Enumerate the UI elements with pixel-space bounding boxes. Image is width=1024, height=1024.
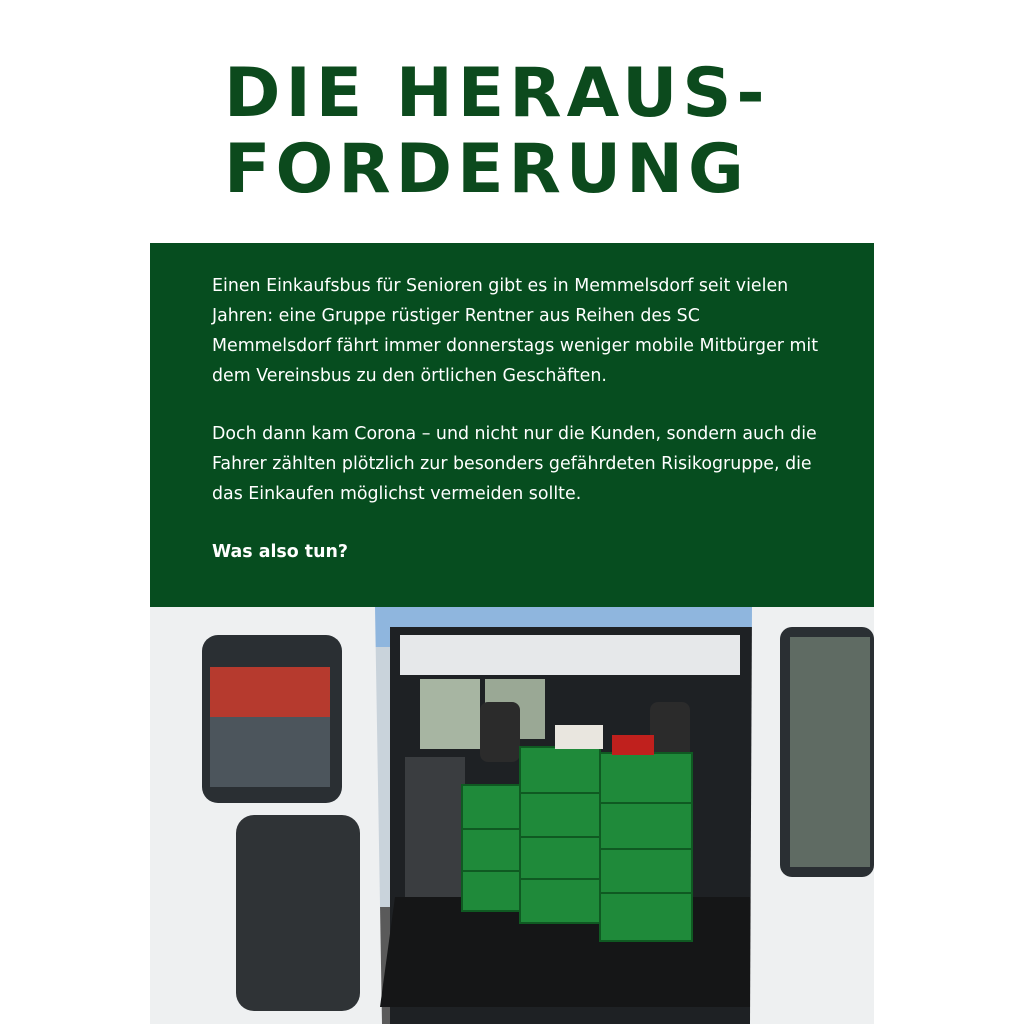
question-text: Was also tun?	[212, 542, 348, 562]
paragraph-2: Doch dann kam Corona – und nicht nur die Kunden, sondern auch die Fahrer zählten plötzlich zur besonders gefährdeten Risikogruppe, die das Einkaufen möglichst vermeiden sollte.	[212, 424, 817, 504]
van-photo	[150, 607, 874, 1024]
title-line-1: DIE HERAUS-	[224, 54, 770, 133]
intro-text-panel	[150, 243, 874, 607]
van-with-crates-illustration	[150, 607, 874, 1024]
title-line-2: FORDERUNG	[224, 130, 749, 209]
intro-text	[212, 271, 822, 595]
page-title	[224, 56, 770, 208]
paragraph-1: Einen Einkaufsbus für Senioren gibt es in Memmelsdorf seit vielen Jahren: eine Gruppe rüstiger Rentner aus Reihen des SC Memmelsdorf fährt immer donnerstags weniger mobile Mitbürger mit dem Vereinsbus zu den örtlichen Geschäften.	[212, 276, 819, 386]
